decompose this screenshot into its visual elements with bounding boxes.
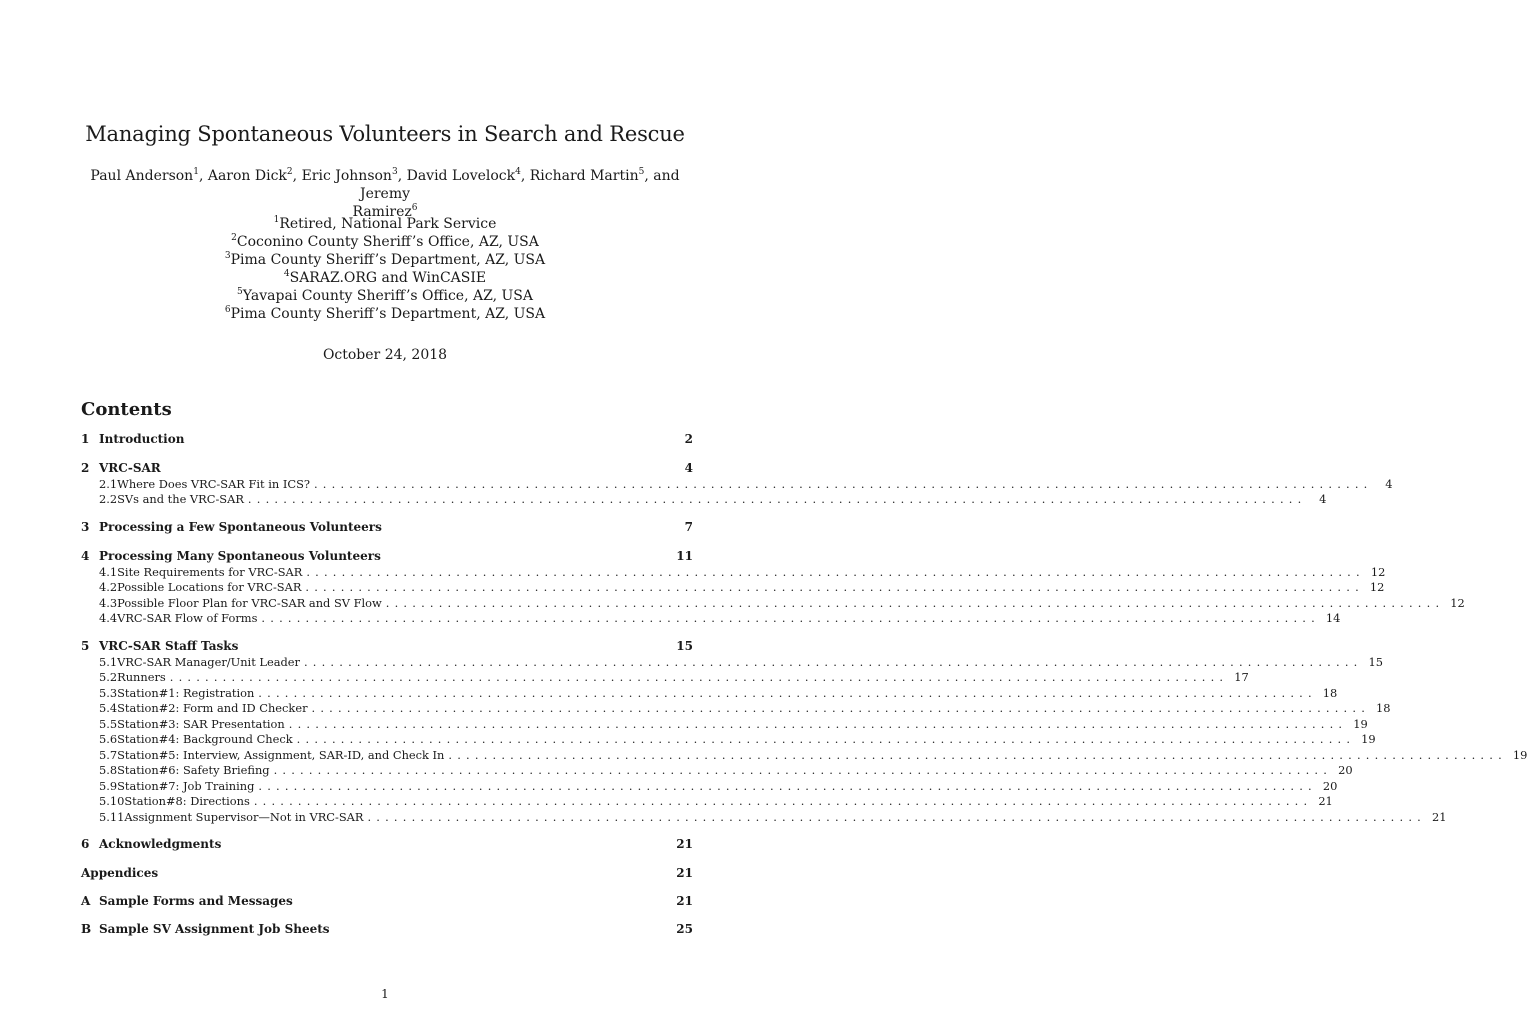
- toc-entry-number: 4.3: [99, 596, 118, 610]
- toc-leader-dots: ........................................................................................................................: [258, 686, 1317, 700]
- toc-section-entry[interactable]: [81, 837, 693, 853]
- toc-entry-page: 25: [676, 922, 693, 936]
- toc-subsection-entry[interactable]: [81, 655, 1383, 671]
- toc-entry-number: 1: [81, 432, 90, 446]
- toc-entry-page: 11: [676, 549, 693, 563]
- toc-entry-page: 15: [676, 639, 693, 653]
- toc-entry-number: 5.6: [99, 732, 118, 746]
- author-mark: 6: [411, 203, 418, 213]
- paper-title: Managing Spontaneous Volunteers in Search and Rescue: [85, 122, 685, 146]
- affiliation-mark: 3: [224, 251, 231, 261]
- toc-leader-dots: ........................................................................................................................: [258, 779, 1317, 793]
- toc-leader-dots: ........................................................................................................................: [385, 596, 1445, 610]
- toc-entry-number: 5: [81, 639, 90, 653]
- toc-entry-number: 5.1: [99, 655, 118, 669]
- toc-leader-dots: ........................................................................................................................: [311, 701, 1371, 715]
- toc-leader-dots: ........................................................................................................................: [367, 810, 1426, 824]
- toc-entry-number: 6: [81, 837, 90, 851]
- toc-entry-page: 4: [1385, 477, 1393, 491]
- toc-entry-page: 21: [1318, 794, 1333, 808]
- toc-entry-title: Acknowledgments: [99, 837, 222, 851]
- toc-entry-title: Appendices: [81, 866, 159, 880]
- affiliation-text: Retired, National Park Service: [279, 216, 497, 232]
- affiliation-text: Yavapai County Sheriff’s Office, AZ, USA: [242, 288, 533, 304]
- affiliation: [0, 269, 770, 287]
- toc-leader-dots: ........................................................................................................................: [303, 655, 1363, 669]
- toc-entry-number: 5.11: [99, 810, 125, 824]
- author-mark: 5: [638, 167, 645, 177]
- toc-subsection-entry[interactable]: [81, 580, 1385, 596]
- toc-entry-page: 15: [1368, 655, 1383, 669]
- toc-entry-page: 2: [684, 432, 693, 446]
- toc-entry-title: Introduction: [99, 432, 185, 446]
- toc-entry-number: 5.10: [99, 794, 125, 808]
- affiliation: [0, 233, 770, 251]
- toc-leader-dots: ........................................................................................................................: [261, 611, 1320, 625]
- author-line-1: Paul Anderson$^1$, Aaron Dick$^2$, Eric Johnson$^3$, David Lovelock$^4$, Richard Martin$^5$, and Jeremy: [90, 167, 680, 202]
- toc-leader-dots: ........................................................................................................................: [313, 477, 1373, 491]
- toc-entry-page: 19: [1361, 732, 1376, 746]
- affiliation: [0, 215, 770, 233]
- toc-entry-title: Possible Floor Plan for VRC-SAR and SV Flow: [117, 596, 382, 610]
- toc-entry-title: Station#3: SAR Presentation: [117, 717, 285, 731]
- author-name: Richard Martin: [529, 168, 639, 184]
- toc-section-entry[interactable]: [81, 461, 693, 477]
- affiliation-text: Coconino County Sheriff’s Office, AZ, USA: [236, 234, 539, 250]
- toc-entry-number: 4.4: [99, 611, 118, 625]
- affiliation: [0, 305, 770, 323]
- toc-entry-title: Possible Locations for VRC-SAR: [117, 580, 302, 594]
- toc-leader-dots: ........................................................................................................................: [296, 732, 1356, 746]
- toc-entry-title: Assignment Supervisor—Not in VRC-SAR: [124, 810, 364, 824]
- toc-leader-dots: ........................................................................................................................: [273, 763, 1333, 777]
- toc-entry-title: VRC-SAR: [99, 461, 161, 475]
- toc-subsection-entry[interactable]: [81, 670, 1249, 686]
- toc-subsection-entry[interactable]: [81, 477, 1393, 493]
- toc-entry-page: 14: [1325, 611, 1341, 625]
- toc-entry-title: Station#2: Form and ID Checker: [117, 701, 308, 715]
- paper-date: October 24, 2018: [322, 347, 448, 363]
- toc-entry-title: Station#4: Background Check: [117, 732, 293, 746]
- toc-entry-page: 20: [1338, 763, 1353, 777]
- author-name: Paul Anderson: [90, 168, 194, 184]
- toc-entry-title: Where Does VRC-SAR Fit in ICS?: [117, 477, 310, 491]
- toc-entry-title: VRC-SAR Flow of Forms: [117, 611, 258, 625]
- affiliation-text: Pima County Sheriff’s Department, AZ, USA: [230, 306, 546, 322]
- toc-entry-number: 5.8: [99, 763, 118, 777]
- toc-entry-title: Site Requirements for VRC-SAR: [117, 565, 303, 579]
- toc-subsection-entry[interactable]: [81, 810, 1447, 826]
- toc-entry-number: 2.1: [99, 477, 118, 491]
- toc-subsection-entry[interactable]: [81, 794, 1333, 810]
- toc-entry-number: 4: [81, 549, 90, 563]
- toc-entry-number: A: [81, 894, 91, 908]
- toc-entry-title: VRC-SAR Staff Tasks: [99, 639, 239, 653]
- affiliation-mark: 4: [283, 269, 290, 279]
- affiliation-text: SARAZ.ORG and WinCASIE: [289, 270, 487, 286]
- toc-entry-title: Station#8: Directions: [124, 794, 250, 808]
- toc-entry-title: Station#1: Registration: [117, 686, 255, 700]
- toc-entry-number: 5.7: [99, 748, 118, 762]
- toc-entry-page: 17: [1234, 670, 1249, 684]
- author-mark: 4: [515, 167, 521, 177]
- toc-section-entry[interactable]: [81, 520, 693, 536]
- author-list: [80, 167, 690, 221]
- toc-leader-dots: ........................................................................................................................: [306, 565, 1365, 579]
- affiliation-text: Pima County Sheriff’s Department, AZ, USA: [230, 252, 546, 268]
- author-name: Eric Johnson: [301, 168, 392, 184]
- affiliation-list: [0, 215, 770, 323]
- toc-entry-title: Processing a Few Spontaneous Volunteers: [99, 520, 382, 534]
- author-mark: 2: [286, 167, 293, 177]
- toc-subsection-entry[interactable]: [81, 701, 1391, 717]
- toc-subsection-entry[interactable]: [81, 748, 1527, 764]
- toc-entry-page: 18: [1322, 686, 1338, 700]
- toc-entry-page: 12: [1450, 596, 1465, 610]
- toc-entry-page: 20: [1322, 779, 1338, 793]
- toc-leader-dots: ........................................................................................................................: [305, 580, 1364, 594]
- toc-entry-number: 4.1: [99, 565, 118, 579]
- toc-subsection-entry[interactable]: [81, 717, 1368, 733]
- toc-subsection-entry[interactable]: [81, 492, 1327, 508]
- toc-subsection-entry[interactable]: [81, 779, 1338, 795]
- toc-entry-title: SVs and the VRC-SAR: [117, 492, 244, 506]
- toc-entry-title: Processing Many Spontaneous Volunteers: [99, 549, 381, 563]
- author-name: Aaron Dick: [207, 168, 287, 184]
- toc-subsection-entry[interactable]: [81, 732, 1376, 748]
- toc-section-entry[interactable]: [81, 922, 693, 938]
- toc-leader-dots: ........................................................................................................................: [169, 670, 1229, 684]
- toc-entry-page: 4: [1319, 492, 1327, 506]
- affiliation-mark: 2: [231, 233, 237, 243]
- affiliation: [0, 251, 770, 269]
- toc-entry-number: 3: [81, 520, 90, 534]
- toc-section-entry[interactable]: [81, 549, 693, 565]
- toc-leader-dots: ........................................................................................................................: [253, 794, 1313, 808]
- page-number: 1: [381, 987, 389, 1001]
- toc-entry-number: B: [81, 922, 92, 936]
- author-line-tail: , and Jeremy: [359, 168, 680, 202]
- toc-entry-number: 5.5: [99, 717, 118, 731]
- toc-leader-dots: ........................................................................................................................: [448, 748, 1507, 762]
- toc-subsection-entry[interactable]: [81, 763, 1353, 779]
- toc-subsection-entry[interactable]: [81, 596, 1465, 612]
- toc-section-entry[interactable]: [81, 866, 693, 882]
- toc-section-entry[interactable]: [81, 894, 693, 910]
- author-name-continued: Ramirez: [352, 204, 412, 220]
- toc-section-entry[interactable]: [81, 432, 693, 448]
- toc-subsection-entry[interactable]: [81, 686, 1338, 702]
- toc-entry-number: 5.2: [99, 670, 118, 684]
- toc-entry-title: Runners: [117, 670, 166, 684]
- toc-entry-page: 21: [1431, 810, 1447, 824]
- contents-heading: Contents: [81, 399, 172, 420]
- toc-leader-dots: ........................................................................................................................: [288, 717, 1348, 731]
- toc-subsection-entry[interactable]: [81, 565, 1386, 581]
- toc-entry-number: 2.2: [99, 492, 118, 506]
- toc-entry-number: 2: [81, 461, 90, 475]
- toc-entry-page: 19: [1353, 717, 1368, 731]
- toc-entry-number: 5.4: [99, 701, 118, 715]
- author-name: David Lovelock: [406, 168, 516, 184]
- toc-entry-page: 21: [676, 866, 693, 880]
- toc-entry-title: VRC-SAR Manager/Unit Leader: [117, 655, 300, 669]
- toc-entry-page: 4: [684, 461, 693, 475]
- toc-entry-page: 21: [676, 894, 693, 908]
- toc-section-entry[interactable]: [81, 639, 693, 655]
- toc-entry-title: Sample Forms and Messages: [99, 894, 293, 908]
- toc-entry-number: 5.3: [99, 686, 118, 700]
- toc-entry-number: 5.9: [99, 779, 118, 793]
- toc-entry-title: Station#6: Safety Briefing: [117, 763, 270, 777]
- toc-entry-page: 21: [676, 837, 693, 851]
- toc-entry-page: 7: [684, 520, 693, 534]
- toc-leader-dots: ........................................................................................................................: [247, 492, 1307, 506]
- toc-entry-title: Station#5: Interview, Assignment, SAR-ID, and Check In: [117, 748, 445, 762]
- author-mark: 1: [193, 167, 199, 177]
- author-mark: 3: [391, 167, 398, 177]
- toc-entry-page: 18: [1376, 701, 1391, 715]
- toc-entry-number: 4.2: [99, 580, 118, 594]
- affiliation-mark: 1: [273, 215, 280, 225]
- toc-entry-page: 19: [1512, 748, 1527, 762]
- toc-entry-page: 12: [1369, 580, 1385, 594]
- affiliation-mark: 5: [237, 287, 243, 297]
- toc-entry-title: Sample SV Assignment Job Sheets: [99, 922, 330, 936]
- affiliation: [0, 287, 770, 305]
- toc-entry-title: Station#7: Job Training: [117, 779, 255, 793]
- toc-entry-page: 12: [1370, 565, 1386, 579]
- toc-subsection-entry[interactable]: [81, 611, 1341, 627]
- affiliation-mark: 6: [224, 305, 231, 315]
